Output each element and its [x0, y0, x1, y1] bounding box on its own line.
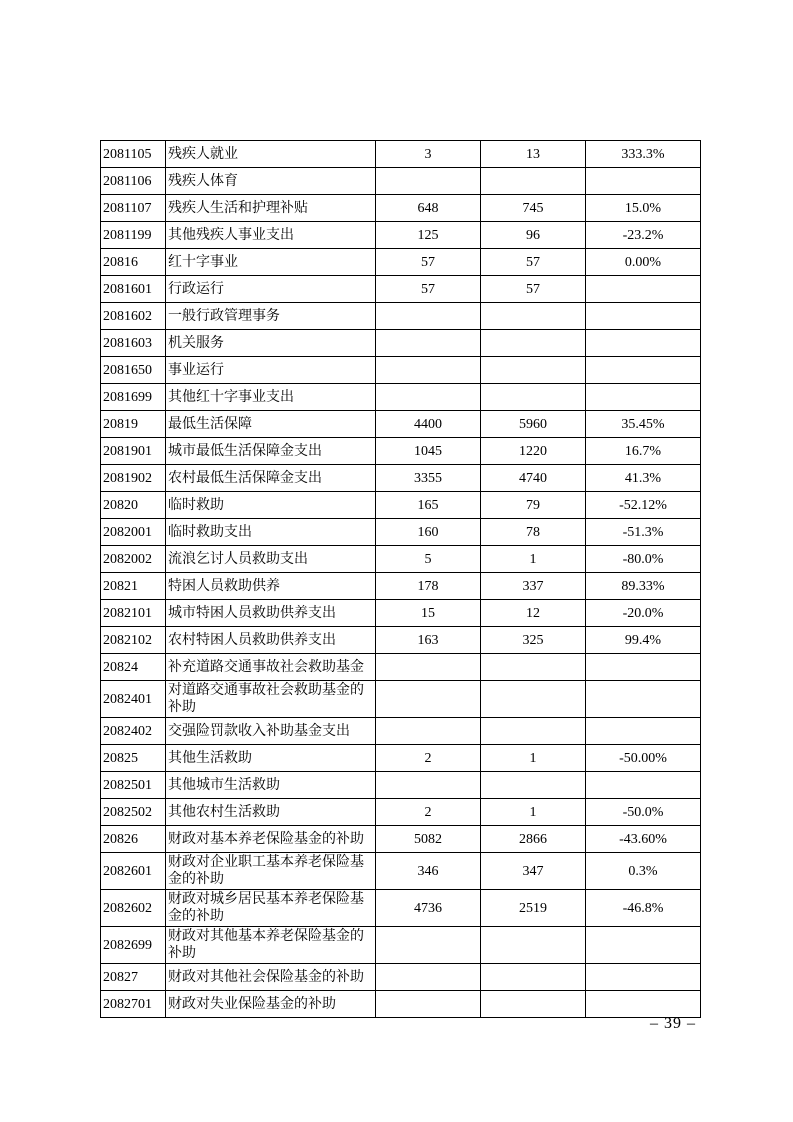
cell-code: 20821 — [101, 573, 166, 600]
cell-name: 财政对企业职工基本养老保险基金的补助 — [166, 853, 376, 890]
table-row — [101, 546, 701, 573]
table-row — [101, 991, 701, 1018]
table-row — [101, 654, 701, 681]
cell-budget: 178 — [376, 573, 481, 600]
cell-code: 2082401 — [101, 681, 166, 718]
cell-pct: -20.0% — [586, 600, 701, 627]
cell-actual: 347 — [481, 853, 586, 890]
cell-name: 财政对城乡居民基本养老保险基金的补助 — [166, 890, 376, 927]
cell-pct — [586, 681, 701, 718]
cell-budget: 165 — [376, 492, 481, 519]
cell-budget — [376, 681, 481, 718]
cell-pct: -50.00% — [586, 745, 701, 772]
cell-budget — [376, 964, 481, 991]
cell-pct: -43.60% — [586, 826, 701, 853]
cell-code: 2082102 — [101, 627, 166, 654]
cell-actual — [481, 772, 586, 799]
cell-budget — [376, 927, 481, 964]
cell-budget: 5 — [376, 546, 481, 573]
cell-actual: 337 — [481, 573, 586, 600]
cell-actual: 5960 — [481, 411, 586, 438]
cell-actual: 325 — [481, 627, 586, 654]
cell-code: 20826 — [101, 826, 166, 853]
table-row — [101, 853, 701, 890]
cell-code: 2082502 — [101, 799, 166, 826]
table-row — [101, 826, 701, 853]
table-row — [101, 745, 701, 772]
cell-actual: 13 — [481, 141, 586, 168]
cell-budget: 57 — [376, 249, 481, 276]
cell-name: 对道路交通事故社会救助基金的补助 — [166, 681, 376, 718]
cell-budget: 5082 — [376, 826, 481, 853]
table-row — [101, 357, 701, 384]
cell-pct: -80.0% — [586, 546, 701, 573]
cell-code: 2082001 — [101, 519, 166, 546]
cell-actual — [481, 927, 586, 964]
cell-budget — [376, 772, 481, 799]
cell-actual — [481, 303, 586, 330]
cell-code: 2081901 — [101, 438, 166, 465]
cell-name: 残疾人就业 — [166, 141, 376, 168]
cell-name: 财政对其他社会保险基金的补助 — [166, 964, 376, 991]
cell-actual — [481, 654, 586, 681]
cell-code: 2082701 — [101, 991, 166, 1018]
table-row — [101, 627, 701, 654]
cell-budget: 2 — [376, 745, 481, 772]
cell-pct: 35.45% — [586, 411, 701, 438]
cell-pct — [586, 964, 701, 991]
cell-actual: 1220 — [481, 438, 586, 465]
cell-code: 2081199 — [101, 222, 166, 249]
cell-pct: -50.0% — [586, 799, 701, 826]
cell-code: 20827 — [101, 964, 166, 991]
cell-code: 2081699 — [101, 384, 166, 411]
cell-pct — [586, 330, 701, 357]
cell-budget: 163 — [376, 627, 481, 654]
cell-code: 2082601 — [101, 853, 166, 890]
cell-name: 机关服务 — [166, 330, 376, 357]
cell-budget: 3355 — [376, 465, 481, 492]
table-row — [101, 799, 701, 826]
cell-actual — [481, 357, 586, 384]
cell-budget — [376, 168, 481, 195]
cell-budget: 160 — [376, 519, 481, 546]
cell-name: 补充道路交通事故社会救助基金 — [166, 654, 376, 681]
cell-name: 行政运行 — [166, 276, 376, 303]
cell-code: 20825 — [101, 745, 166, 772]
table-row — [101, 681, 701, 718]
cell-pct: 99.4% — [586, 627, 701, 654]
cell-pct: -52.12% — [586, 492, 701, 519]
cell-name: 其他残疾人事业支出 — [166, 222, 376, 249]
cell-code: 2082402 — [101, 718, 166, 745]
cell-budget — [376, 718, 481, 745]
table-row — [101, 465, 701, 492]
table-row — [101, 438, 701, 465]
cell-name: 财政对失业保险基金的补助 — [166, 991, 376, 1018]
cell-pct: 41.3% — [586, 465, 701, 492]
table-row — [101, 519, 701, 546]
cell-pct: -51.3% — [586, 519, 701, 546]
cell-budget: 4736 — [376, 890, 481, 927]
cell-name: 一般行政管理事务 — [166, 303, 376, 330]
cell-actual: 12 — [481, 600, 586, 627]
cell-name: 交强险罚款收入补助基金支出 — [166, 718, 376, 745]
table-row — [101, 573, 701, 600]
table-row — [101, 141, 701, 168]
cell-name: 特困人员救助供养 — [166, 573, 376, 600]
cell-name: 临时救助支出 — [166, 519, 376, 546]
cell-code: 2082501 — [101, 772, 166, 799]
cell-actual: 79 — [481, 492, 586, 519]
cell-name: 流浪乞讨人员救助支出 — [166, 546, 376, 573]
cell-actual — [481, 964, 586, 991]
cell-name: 其他生活救助 — [166, 745, 376, 772]
cell-actual: 1 — [481, 799, 586, 826]
cell-actual: 2866 — [481, 826, 586, 853]
cell-actual: 57 — [481, 276, 586, 303]
budget-table — [100, 140, 701, 1018]
cell-budget: 4400 — [376, 411, 481, 438]
cell-name: 残疾人体育 — [166, 168, 376, 195]
cell-budget — [376, 991, 481, 1018]
cell-budget: 57 — [376, 276, 481, 303]
table-row — [101, 249, 701, 276]
cell-actual — [481, 991, 586, 1018]
cell-actual: 78 — [481, 519, 586, 546]
budget-table-body — [101, 141, 701, 1018]
table-row — [101, 330, 701, 357]
cell-pct: 0.00% — [586, 249, 701, 276]
cell-code: 2081107 — [101, 195, 166, 222]
cell-actual: 57 — [481, 249, 586, 276]
cell-code: 2082699 — [101, 927, 166, 964]
cell-actual — [481, 330, 586, 357]
table-row — [101, 411, 701, 438]
cell-budget: 1045 — [376, 438, 481, 465]
cell-budget — [376, 303, 481, 330]
cell-actual: 1 — [481, 745, 586, 772]
cell-name: 农村最低生活保障金支出 — [166, 465, 376, 492]
cell-name: 财政对基本养老保险基金的补助 — [166, 826, 376, 853]
table-row — [101, 772, 701, 799]
cell-pct — [586, 991, 701, 1018]
cell-pct — [586, 718, 701, 745]
cell-code: 2081902 — [101, 465, 166, 492]
cell-budget: 15 — [376, 600, 481, 627]
cell-code: 20819 — [101, 411, 166, 438]
cell-pct — [586, 357, 701, 384]
cell-name: 其他农村生活救助 — [166, 799, 376, 826]
cell-code: 2081105 — [101, 141, 166, 168]
cell-name: 事业运行 — [166, 357, 376, 384]
cell-name: 红十字事业 — [166, 249, 376, 276]
table-row — [101, 492, 701, 519]
cell-budget — [376, 330, 481, 357]
cell-pct — [586, 654, 701, 681]
table-row — [101, 927, 701, 964]
cell-actual: 2519 — [481, 890, 586, 927]
cell-code: 20820 — [101, 492, 166, 519]
cell-name: 城市特困人员救助供养支出 — [166, 600, 376, 627]
cell-code: 2081602 — [101, 303, 166, 330]
cell-pct: -23.2% — [586, 222, 701, 249]
cell-name: 残疾人生活和护理补贴 — [166, 195, 376, 222]
cell-actual — [481, 681, 586, 718]
cell-budget — [376, 357, 481, 384]
cell-name: 农村特困人员救助供养支出 — [166, 627, 376, 654]
cell-actual — [481, 384, 586, 411]
cell-actual: 1 — [481, 546, 586, 573]
cell-code: 2081603 — [101, 330, 166, 357]
cell-pct — [586, 772, 701, 799]
cell-actual: 4740 — [481, 465, 586, 492]
cell-code: 2081106 — [101, 168, 166, 195]
cell-pct — [586, 276, 701, 303]
cell-code: 2081650 — [101, 357, 166, 384]
table-row — [101, 890, 701, 927]
cell-pct: -46.8% — [586, 890, 701, 927]
cell-name: 财政对其他基本养老保险基金的补助 — [166, 927, 376, 964]
cell-code: 2082602 — [101, 890, 166, 927]
cell-pct — [586, 168, 701, 195]
cell-budget: 125 — [376, 222, 481, 249]
cell-pct: 89.33% — [586, 573, 701, 600]
cell-actual — [481, 168, 586, 195]
cell-code: 2082101 — [101, 600, 166, 627]
table-row — [101, 222, 701, 249]
table-row — [101, 600, 701, 627]
cell-pct: 0.3% — [586, 853, 701, 890]
cell-pct — [586, 384, 701, 411]
cell-name: 其他红十字事业支出 — [166, 384, 376, 411]
cell-pct: 333.3% — [586, 141, 701, 168]
table-row — [101, 303, 701, 330]
cell-budget — [376, 384, 481, 411]
cell-name: 临时救助 — [166, 492, 376, 519]
cell-name: 城市最低生活保障金支出 — [166, 438, 376, 465]
cell-budget: 3 — [376, 141, 481, 168]
cell-budget: 346 — [376, 853, 481, 890]
cell-name: 最低生活保障 — [166, 411, 376, 438]
cell-actual: 96 — [481, 222, 586, 249]
table-row — [101, 964, 701, 991]
cell-code: 20824 — [101, 654, 166, 681]
table-row — [101, 384, 701, 411]
table-row — [101, 195, 701, 222]
cell-actual: 745 — [481, 195, 586, 222]
cell-pct: 15.0% — [586, 195, 701, 222]
table-row — [101, 718, 701, 745]
cell-budget: 2 — [376, 799, 481, 826]
cell-budget: 648 — [376, 195, 481, 222]
cell-budget — [376, 654, 481, 681]
cell-name: 其他城市生活救助 — [166, 772, 376, 799]
cell-code: 2082002 — [101, 546, 166, 573]
cell-code: 2081601 — [101, 276, 166, 303]
cell-pct — [586, 927, 701, 964]
cell-actual — [481, 718, 586, 745]
page-number: – 39 – — [650, 1015, 696, 1032]
cell-pct: 16.7% — [586, 438, 701, 465]
cell-code: 20816 — [101, 249, 166, 276]
table-row — [101, 276, 701, 303]
table-row — [101, 168, 701, 195]
cell-pct — [586, 303, 701, 330]
